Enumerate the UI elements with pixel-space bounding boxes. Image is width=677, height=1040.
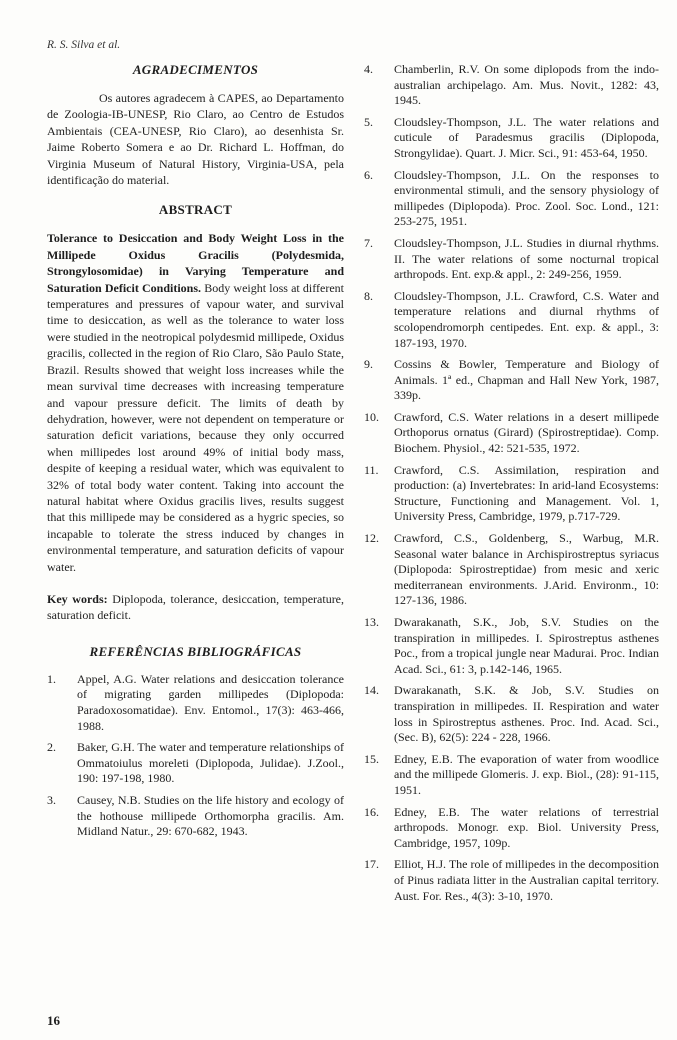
page-number: 16 <box>47 1013 60 1028</box>
reference-item <box>364 289 659 351</box>
keywords-line <box>47 591 344 624</box>
reference-number: 10. <box>364 409 379 424</box>
reference-item <box>364 357 659 404</box>
reference-item <box>364 410 659 457</box>
abstract-paragraph <box>47 230 344 575</box>
reference-item <box>364 805 659 852</box>
abstract-body: Body weight loss at different temperatures and pressures of vapour water, and survival time to desiccation, as well as the tolerance to water loss were studied in the neotropical polydesmid millipede, Oxidus gracilis, collected in the region of Rio Claro, São Paulo State, Brazil. Results showed that weight loss increases while the mean survival time decreases with increasing temperature and vapour pressure deficit. The limits of death by dehydration, however, were not dependent on temperature or saturation deficit variations, because they only occurred when millipedes lost around 49% of initial body mass, despite of keeping a residual water, which was equivalent to 32% of total body water content. Taking into account the natural habitat where Oxidus gracilis lives, results suggest that this millipede may be considered as a hygric species, so incapable to tolerate the stress induced by changes in environmental temperature, and saturation deficits of vapour water. <box>47 280 345 574</box>
reference-text: Dwarakanath, S.K., Job, S.V. Studies on the transpiration in millipedes. I. Spirostreptus asthenes Poc., from a tropical jungle near Madurai. Proc. Indian Acad. Sci., 61: 3, p.142-146, 1965. <box>394 615 659 676</box>
reference-number: 6. <box>364 167 373 182</box>
reference-list-left <box>47 672 344 840</box>
reference-item <box>364 683 659 745</box>
reference-item <box>364 531 659 609</box>
reference-number: 7. <box>364 235 373 250</box>
reference-text: Appel, A.G. Water relations and desiccation tolerance of migrating garden millipedes (Diplopoda: Paradoxosomatidae). Env. Entomol., 17(3): 463-466, 1988. <box>77 671 344 733</box>
reference-item <box>364 62 659 109</box>
reference-text: Edney, E.B. The water relations of terrestrial arthropods. Monogr. exp. Biol. University Press, Cambridge, 1957, 109p. <box>394 804 659 850</box>
reference-text: Crawford, C.S., Goldenberg, S., Warbug, M.R. Seasonal water balance in Archispirostreptus syriacus (Diplopoda: Spirostreptidae) from mesic and xeric mediterranean environments. J.Arid. Environm., 10: 127-136, 1986. <box>394 531 659 608</box>
reference-list-right <box>364 62 659 904</box>
reference-number: 3. <box>47 792 56 807</box>
reference-text: Causey, N.B. Studies on the life history and ecology of the hothouse millipede Orthomorpha gracilis. Am. Midland Natur., 29: 670-682, 1943. <box>77 792 344 839</box>
reference-number: 15. <box>364 751 379 766</box>
reference-number: 2. <box>47 740 56 755</box>
reference-number: 11. <box>364 462 379 477</box>
reference-number: 13. <box>364 615 379 629</box>
reference-number: 1. <box>47 671 56 686</box>
abstract-title: Tolerance to Desiccation and Body Weight Loss in the Millipede Oxidus Gracilis (Polydesmida, Strongylosomidae) in Varying Temperature and Saturation Deficit Conditions. <box>47 231 344 295</box>
reference-number: 14. <box>364 683 379 698</box>
reference-item <box>47 672 344 734</box>
reference-text: Chamberlin, R.V. On some diplopods from the indo-australian archipelago. Am. Mus. Novit., 1282: 43, 1945. <box>394 62 659 108</box>
reference-number: 12. <box>364 531 379 546</box>
left-column <box>47 62 344 846</box>
abstract-heading: ABSTRACT <box>158 202 233 218</box>
reference-text: Cloudsley-Thompson, J.L. On the responses to environmental stimuli, and the sensory physiology of millipedes (Diplopoda). Proc. Zool. Soc. Lond., 121: 253-275, 1951. <box>394 167 659 229</box>
reference-item <box>47 793 344 840</box>
reference-text: Baker, G.H. The water and temperature relationships of Ommatoiulus moreleti (Diplopoda, Julidae). J.Zool., 190: 197-198, 1980. <box>77 740 344 786</box>
reference-text: Crawford, C.S. Assimilation, respiration and production: (a) Invertebrates: In arid-land Ecosystems: Structure, Functioning and Management. Vol. 1, University Press, Cambridge, 1979, p.717-729. <box>394 462 659 524</box>
reference-item <box>364 752 659 799</box>
reference-number: 16. <box>364 804 379 819</box>
reference-item <box>47 740 344 787</box>
acknowledgements-heading: AGRADECIMENTOS <box>132 62 259 77</box>
reference-item <box>364 115 659 162</box>
reference-item <box>364 615 659 677</box>
acknowledgements-text: Os autores agradecem à CAPES, ao Departamento de Zoologia-IB-UNESP, Rio Claro, ao Centro de Estudos Ambientais (CEA-UNESP, Rio Claro), ao desenhista Sr. Jaime Roberto Somera e ao Dr. Richard L. Hoffman, do Virginia Museum of Natural History, Virginia-USA, pela identificação do material. <box>47 91 344 188</box>
reference-text: Crawford, C.S. Water relations in a desert millipede Orthoporus ornatus (Girard) (Spirostreptidae). Comp. Biochem. Physiol., 42: 521-535, 1972. <box>394 409 659 456</box>
reference-text: Cloudsley-Thompson, J.L. Studies in diurnal rhythms. II. The water relations of some nocturnal tropical arthropods. Ent. exp.& appl., 2: 249-256, 1959. <box>394 235 659 282</box>
keywords-text: Diplopoda, tolerance, desiccation, temperature, saturation deficit. <box>47 591 345 623</box>
right-column <box>364 62 659 910</box>
reference-number: 9. <box>364 357 373 372</box>
reference-text: Cossins & Bowler, Temperature and Biology of Animals. 1ª ed., Chapman and Hall New York, 1987, 339p. <box>394 357 659 403</box>
reference-text: Elliot, H.J. The role of millipedes in the decomposition of Pinus radiata litter in the Australian capital territory. Aust. For. Res., 4(3): 3-10, 1970. <box>394 857 659 903</box>
reference-number: 17. <box>364 857 379 872</box>
keywords-label: Key words: <box>47 591 108 606</box>
reference-text: Cloudsley-Thompson, J.L. Crawford, C.S. Water and temperature relations and diurnal rhythms of scolopendromorph centipedes. Ent. exp. & appl., 3: 187-193, 1970. <box>394 288 659 350</box>
reference-number: 4. <box>364 62 373 76</box>
reference-item <box>364 463 659 525</box>
reference-number: 5. <box>364 114 373 129</box>
reference-text: Cloudsley-Thompson, J.L. The water relations and cuticule of Paradesmus gracilis (Diplopoda, Strongylidae). Quart. J. Micr. Sci., 91: 453-64, 1950. <box>394 114 659 160</box>
running-head: R. S. Silva et al. <box>47 39 121 51</box>
reference-item <box>364 168 659 230</box>
reference-item <box>364 236 659 283</box>
reference-item <box>364 857 659 904</box>
reference-text: Edney, E.B. The evaporation of water from woodlice and the millipede Glomeris. J. exp. Biol., (28): 91-115, 1951. <box>394 751 659 797</box>
reference-text: Dwarakanath, S.K. & Job, S.V. Studies on transpiration in millipedes. II. Respiration and water loss in Spirostreptus asthenes. Proc. Ind. Acad. Sci., (Sec. B), 62(5): 224 - 228, 1966. <box>394 683 659 745</box>
references-heading: REFERÊNCIAS BIBLIOGRÁFICAS <box>89 643 302 659</box>
reference-number: 8. <box>364 288 373 303</box>
